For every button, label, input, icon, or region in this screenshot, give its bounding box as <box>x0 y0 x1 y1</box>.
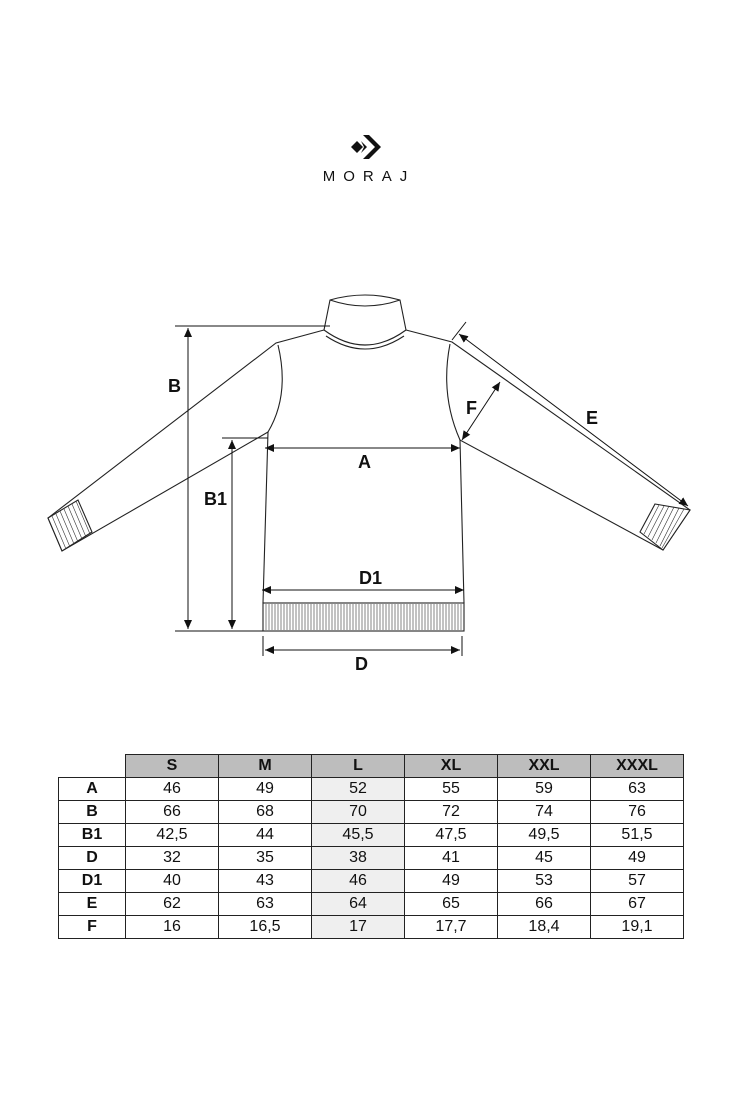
size-table-body <box>59 778 684 939</box>
size-column-header: XL <box>405 755 498 778</box>
size-column-header: M <box>219 755 312 778</box>
size-value-cell: 67 <box>591 893 684 916</box>
size-value-cell: 44 <box>219 824 312 847</box>
table-row <box>59 847 684 870</box>
table-row <box>59 870 684 893</box>
table-row <box>59 801 684 824</box>
size-value-cell: 57 <box>591 870 684 893</box>
size-value-cell: 65 <box>405 893 498 916</box>
size-value-cell: 45,5 <box>312 824 405 847</box>
size-header-row <box>59 755 684 778</box>
size-table-corner <box>59 755 126 778</box>
size-value-cell: 41 <box>405 847 498 870</box>
size-value-cell: 70 <box>312 801 405 824</box>
measure-label: F <box>59 916 126 939</box>
size-value-cell: 19,1 <box>591 916 684 939</box>
size-table <box>58 754 684 939</box>
size-value-cell: 62 <box>126 893 219 916</box>
label-a: A <box>358 452 371 472</box>
measure-label: A <box>59 778 126 801</box>
size-value-cell: 40 <box>126 870 219 893</box>
size-value-cell: 43 <box>219 870 312 893</box>
table-row <box>59 893 684 916</box>
measure-label: E <box>59 893 126 916</box>
size-value-cell: 35 <box>219 847 312 870</box>
size-value-cell: 49 <box>591 847 684 870</box>
size-value-cell: 49 <box>219 778 312 801</box>
size-value-cell: 59 <box>498 778 591 801</box>
size-value-cell: 42,5 <box>126 824 219 847</box>
size-value-cell: 45 <box>498 847 591 870</box>
brand-name: MORAJ <box>322 168 416 185</box>
size-value-cell: 49,5 <box>498 824 591 847</box>
size-value-cell: 17 <box>312 916 405 939</box>
label-b: B <box>168 376 181 396</box>
measure-label: D <box>59 847 126 870</box>
dimension-e-line <box>459 334 688 506</box>
size-value-cell: 51,5 <box>591 824 684 847</box>
size-value-cell: 46 <box>312 870 405 893</box>
size-value-cell: 47,5 <box>405 824 498 847</box>
size-value-cell: 68 <box>219 801 312 824</box>
label-d: D <box>355 654 368 674</box>
size-value-cell: 53 <box>498 870 591 893</box>
label-b1: B1 <box>204 489 228 509</box>
size-value-cell: 52 <box>312 778 405 801</box>
size-value-cell: 46 <box>126 778 219 801</box>
table-row <box>59 778 684 801</box>
measure-label: D1 <box>59 870 126 893</box>
table-row <box>59 916 684 939</box>
size-column-header: L <box>312 755 405 778</box>
size-value-cell: 18,4 <box>498 916 591 939</box>
size-value-cell: 38 <box>312 847 405 870</box>
size-value-cell: 63 <box>591 778 684 801</box>
size-column-header: XXL <box>498 755 591 778</box>
size-value-cell: 74 <box>498 801 591 824</box>
label-f: F <box>466 398 477 418</box>
size-column-header: S <box>126 755 219 778</box>
size-value-cell: 64 <box>312 893 405 916</box>
size-value-cell: 66 <box>126 801 219 824</box>
label-d1: D1 <box>359 568 383 588</box>
size-value-cell: 63 <box>219 893 312 916</box>
size-value-cell: 76 <box>591 801 684 824</box>
size-value-cell: 72 <box>405 801 498 824</box>
size-value-cell: 16 <box>126 916 219 939</box>
measure-label: B <box>59 801 126 824</box>
size-value-cell: 55 <box>405 778 498 801</box>
size-column-header: XXXL <box>591 755 684 778</box>
size-value-cell: 16,5 <box>219 916 312 939</box>
size-value-cell: 49 <box>405 870 498 893</box>
size-value-cell: 66 <box>498 893 591 916</box>
label-e: E <box>586 408 599 428</box>
size-value-cell: 32 <box>126 847 219 870</box>
size-value-cell: 17,7 <box>405 916 498 939</box>
measure-label: B1 <box>59 824 126 847</box>
cuff-ribbing <box>52 501 684 549</box>
table-row <box>59 824 684 847</box>
